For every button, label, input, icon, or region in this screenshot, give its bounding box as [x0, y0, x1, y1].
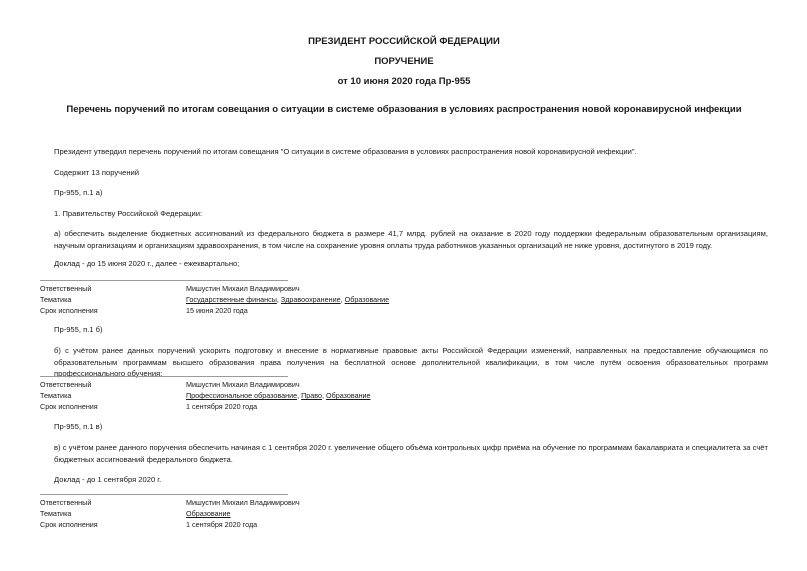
item-1b-paragraph: б) с учётом ранее данных поручений ускорить подготовку и внесение в нормативные правовые акты Российской Федерации изменений, направленных на предоставление обучающимся по образовательным программам высшего образования права получения на бесплатной основе дополнительной квалификации, в том числе путём освоения образовательных программ профессионального обучения; [54, 346, 768, 378]
item-1a-paragraph: а) обеспечить выделение бюджетных ассигнований из федерального бюджета в размере 41,7 млрд. рублей на оказание в 2020 году поддержки федеральным образовательным организациям, научным организациям и организациям здравоохранения, в том числе на сохранение уровня оплаты труда работников указанных организаций не ниже уровня, достигнутого в 2019 году. [54, 229, 768, 250]
topic-label: Тематика [40, 295, 72, 304]
count-paragraph: Содержит 13 поручений [54, 168, 140, 177]
topic-label: Тематика [40, 391, 72, 400]
deadline-value: 15 июня 2020 года [186, 306, 248, 315]
responsible-label: Ответственный [40, 284, 92, 293]
deadline-label: Срок исполнения [40, 402, 98, 411]
report-1a-paragraph: Доклад - до 15 июня 2020 г., далее - ежеквартально; [54, 259, 240, 268]
responsible-value: Мишустин Михаил Владимирович [186, 284, 300, 293]
item-1v-paragraph: в) с учётом ранее данного поручения обеспечить начиная с 1 сентября 2020 г. увеличение общего объёма контрольных цифр приёма на обучение по программам бакалавриата и специалитета за счёт бюджетных ассигнований федерального бюджета. [54, 443, 768, 464]
topic-link[interactable]: Государственные финансы [186, 295, 277, 304]
responsible-label: Ответственный [40, 498, 92, 507]
topic-link[interactable]: Профессиональное образование [186, 391, 298, 400]
separator-line [40, 280, 288, 281]
deadline-label: Срок исполнения [40, 306, 98, 315]
topic-link[interactable]: Образование [344, 295, 390, 304]
deadline-value: 1 сентября 2020 года [186, 520, 258, 529]
info-block-1: Ответственный Мишустин Михаил Владимирович Тематика Государственные финансы, Здравоохранение, Образование Срок исполнения 15 июня 2020 года [40, 283, 486, 316]
responsible-label: Ответственный [40, 380, 92, 389]
info-block-2: Ответственный Мишустин Михаил Владимирович Тематика Профессиональное образование, Право, Образование Срок исполнения 1 сентября 2020 года [40, 379, 486, 412]
ref-1v: Пр-955, п.1 в) [54, 422, 103, 431]
topic-link[interactable]: Право [301, 391, 322, 400]
topic-link[interactable]: Образование [186, 509, 231, 518]
ref-1a: Пр-955, п.1 а) [54, 188, 103, 197]
report-1v-paragraph: Доклад - до 1 сентября 2020 г. [54, 475, 162, 484]
separator-line [40, 376, 288, 377]
ref-1b: Пр-955, п.1 б) [54, 325, 103, 334]
separator-line [40, 494, 288, 495]
deadline-value: 1 сентября 2020 года [186, 402, 258, 411]
responsible-value: Мишустин Михаил Владимирович [186, 498, 300, 507]
document-title: Перечень поручений по итогам совещания о ситуации в системе образования в условиях распространения новой коронавирусной инфекции [66, 104, 742, 115]
date-number-heading: от 10 июня 2020 года Пр-955 [337, 76, 471, 87]
responsible-value: Мишустин Михаил Владимирович [186, 380, 300, 389]
item-1-paragraph: 1. Правительству Российской Федерации: [54, 209, 203, 218]
topic-link[interactable]: Образование [326, 391, 371, 400]
document-page [40, 0, 768, 571]
topic-label: Тематика [40, 509, 72, 518]
doc-type-heading: ПОРУЧЕНИЕ [374, 56, 434, 67]
deadline-label: Срок исполнения [40, 520, 98, 529]
authority-heading: ПРЕЗИДЕНТ РОССИЙСКОЙ ФЕДЕРАЦИИ [308, 36, 500, 47]
info-block-3 [40, 497, 486, 530]
intro-paragraph: Президент утвердил перечень поручений по итогам совещания "О ситуации в системе образования в условиях распространения новой коронавирусной инфекции". [54, 147, 637, 156]
topic-link[interactable]: Здравоохранение [280, 295, 341, 304]
